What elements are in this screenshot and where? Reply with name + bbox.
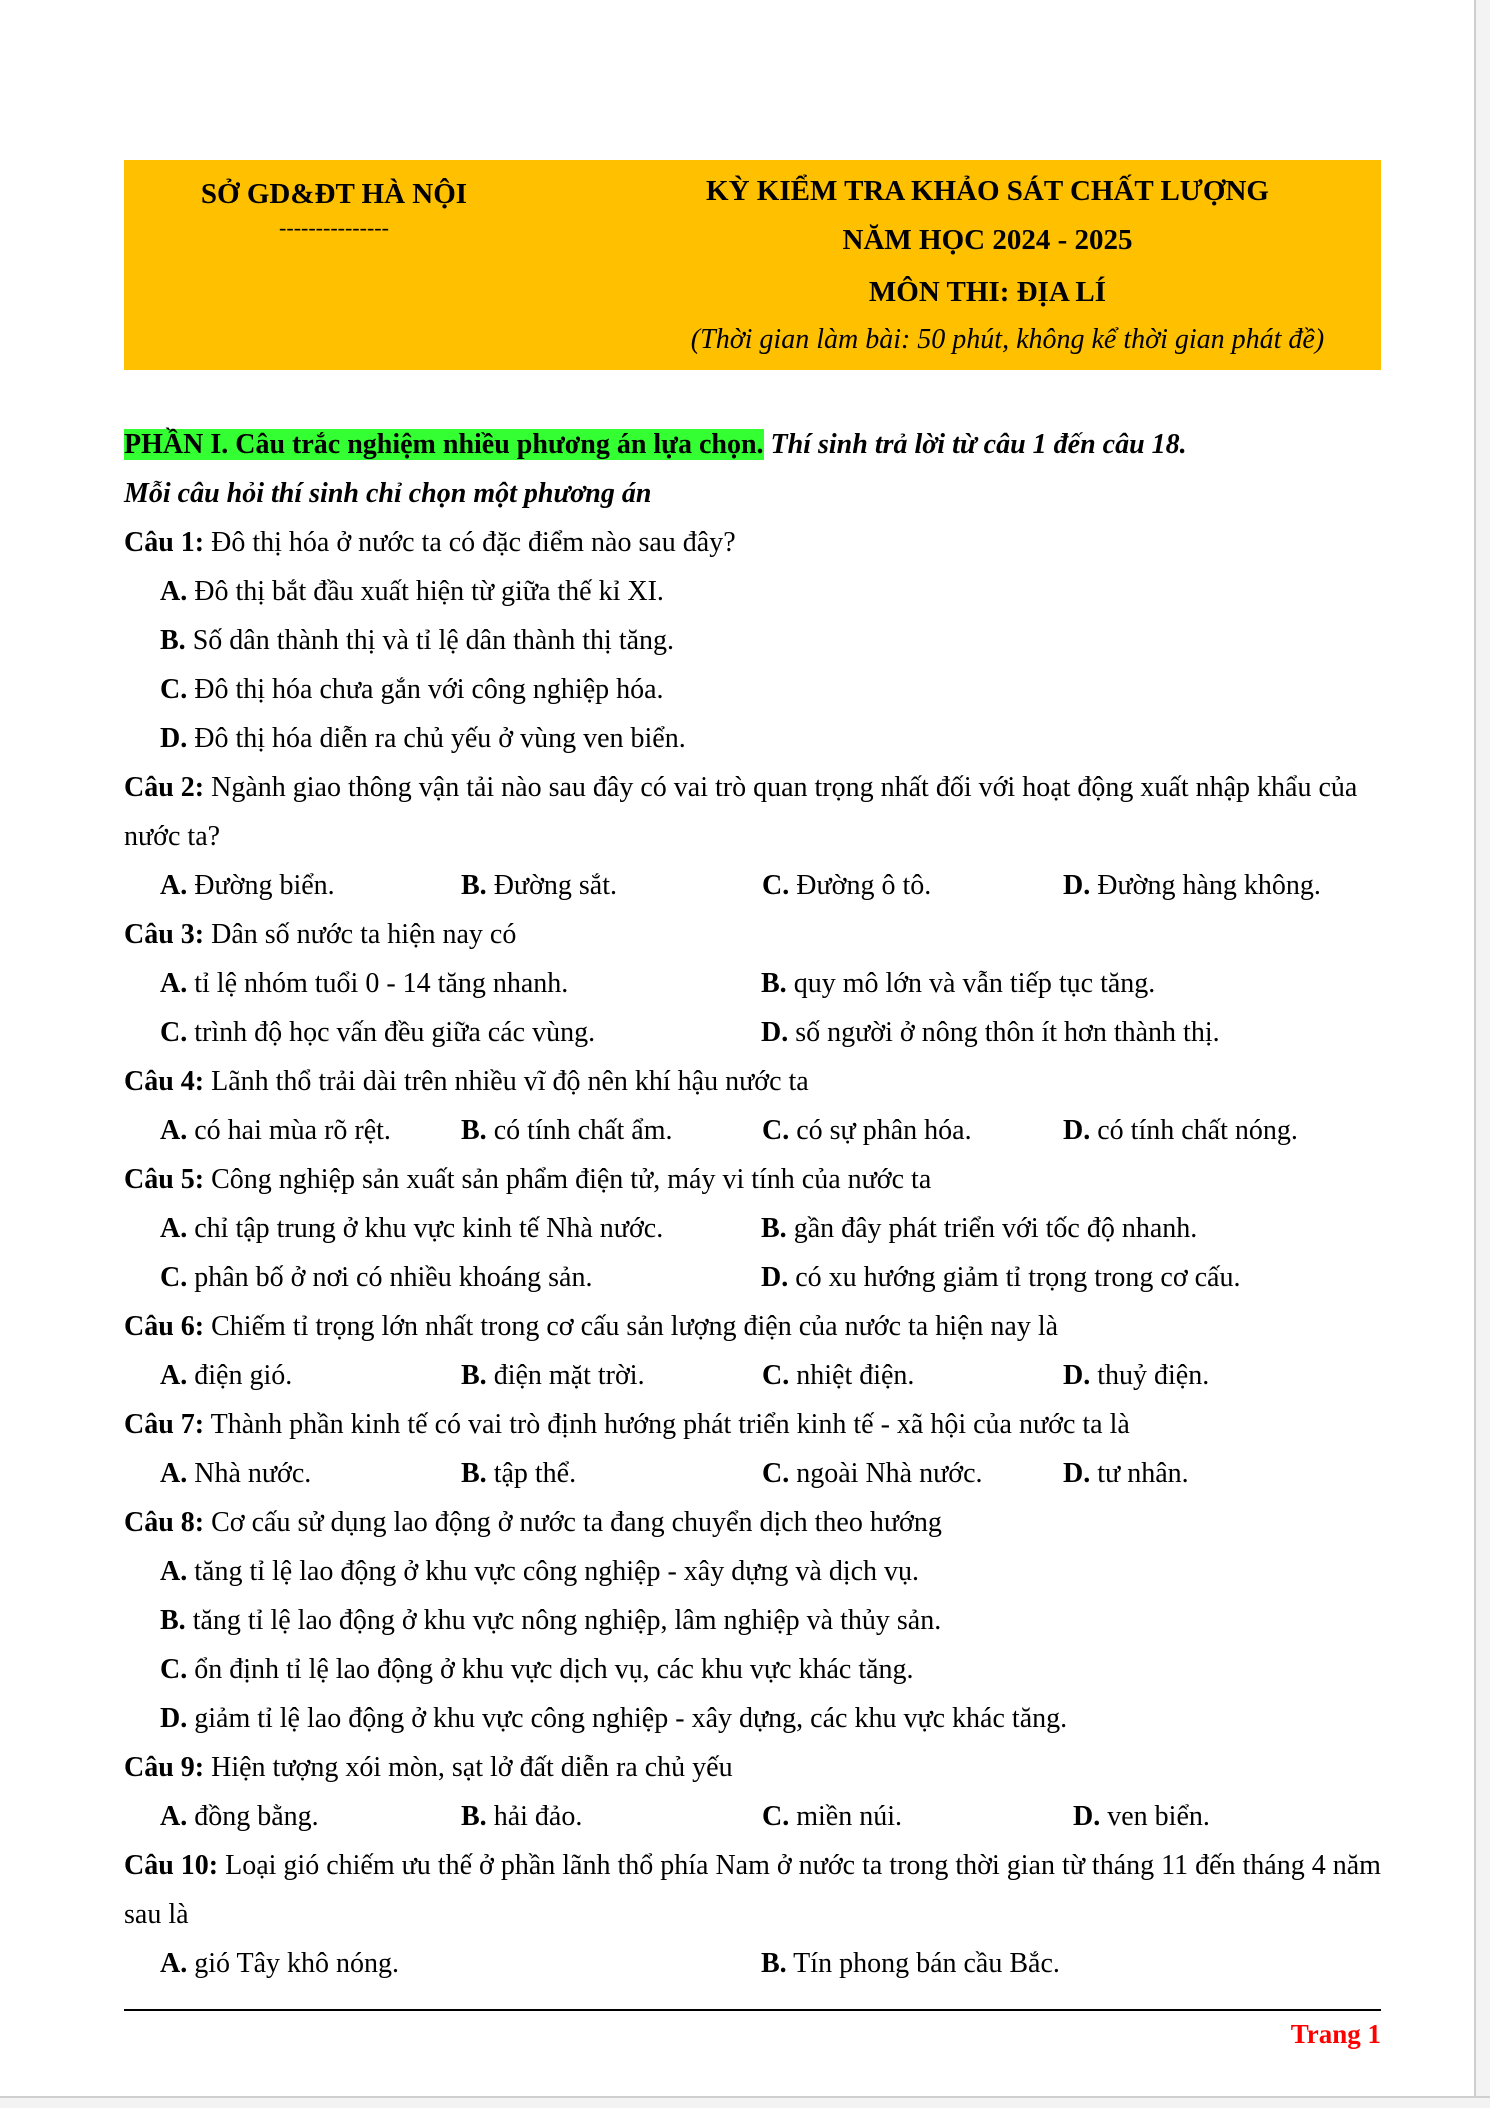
option-key: A. (160, 1556, 188, 1587)
option (124, 567, 1381, 616)
question-text: Công nghiệp sản xuất sản phẩm điện tử, máy vi tính của nước ta (204, 1164, 932, 1195)
option (461, 1449, 762, 1498)
option-key: A. (160, 1458, 188, 1489)
option (1063, 861, 1364, 910)
option-key: A. (160, 1948, 188, 1979)
option-key: B. (761, 1948, 787, 1979)
option-text: tư nhân. (1090, 1458, 1189, 1489)
option-key: C. (160, 1262, 188, 1293)
option (461, 1106, 762, 1155)
option-text: gần đây phát triển với tốc độ nhanh. (786, 1213, 1198, 1244)
question-label: Câu 9: (124, 1752, 205, 1783)
option (762, 861, 1063, 910)
option-text: Đô thị bắt đầu xuất hiện từ giữa thế kỉ XI. (187, 576, 664, 607)
option-text: Đường hàng không. (1090, 870, 1321, 901)
option (762, 1106, 1063, 1155)
option-text: có tính chất nóng. (1090, 1115, 1298, 1146)
header-dashes: --------------- (279, 215, 389, 240)
option-text: tỉ lệ nhóm tuổi 0 - 14 tăng nhanh. (187, 968, 569, 999)
question-label: Câu 10: (124, 1850, 219, 1881)
school-year: NĂM HỌC 2024 - 2025 (842, 224, 1133, 256)
option-text: trình độ học vấn đều giữa các vùng. (187, 1017, 596, 1048)
question-label: Câu 7: (124, 1409, 205, 1440)
option (761, 1253, 1362, 1302)
option-text: nhiệt điện. (789, 1360, 915, 1391)
option-key: B. (160, 625, 186, 656)
question-label: Câu 6: (124, 1311, 205, 1342)
option-text: Tín phong bán cầu Bắc. (786, 1948, 1060, 1979)
option-key: C. (762, 1115, 790, 1146)
option-text: có hai mùa rõ rệt. (187, 1115, 391, 1146)
option (461, 1351, 762, 1400)
question-8 (124, 1498, 1381, 1547)
exam-title: KỲ KIỂM TRA KHẢO SÁT CHẤT LƯỢNG (706, 175, 1269, 207)
option-text: chỉ tập trung ở khu vực kinh tế Nhà nước. (187, 1213, 664, 1244)
option-key: A. (160, 1360, 188, 1391)
section-instruction-2: Mỗi câu hỏi thí sinh chỉ chọn một phương án (124, 478, 652, 509)
option (160, 861, 461, 910)
option (160, 1106, 461, 1155)
option-text: giảm tỉ lệ lao động ở khu vực công nghiệp - xây dựng, các khu vực khác tăng. (187, 1703, 1068, 1734)
option (160, 1792, 461, 1841)
option (124, 1547, 1381, 1596)
option-text: ven biển. (1100, 1801, 1210, 1832)
question-text: Dân số nước ta hiện nay có (204, 919, 517, 950)
option-key: B. (461, 1801, 487, 1832)
option-key: B. (461, 1115, 487, 1146)
option-text: gió Tây khô nóng. (187, 1948, 400, 1979)
subject: MÔN THI: ĐỊA LÍ (868, 276, 1107, 308)
option-text: tập thể. (486, 1458, 577, 1489)
question-3 (124, 910, 1381, 959)
option-text: quy mô lớn và vẫn tiếp tục tăng. (786, 968, 1156, 999)
option (761, 1008, 1362, 1057)
option-row (124, 1939, 1381, 1988)
option-key: B. (160, 1605, 186, 1636)
option (124, 1694, 1381, 1743)
option-text: có sự phân hóa. (789, 1115, 972, 1146)
option-key: A. (160, 1801, 188, 1832)
option-text: Đô thị hóa chưa gắn với công nghiệp hóa. (187, 674, 664, 705)
option-key: A. (160, 968, 188, 999)
option (761, 1204, 1362, 1253)
exam-content (124, 420, 1381, 1988)
question-6 (124, 1302, 1381, 1351)
option-key: B. (761, 1213, 787, 1244)
option-text: tăng tỉ lệ lao động ở khu vực công nghiệp - xây dựng và dịch vụ. (187, 1556, 920, 1587)
option-key: C. (160, 1654, 188, 1685)
footer-divider (124, 2009, 1381, 2011)
option (1063, 1449, 1364, 1498)
option-text: số người ở nông thôn ít hơn thành thị. (788, 1017, 1220, 1048)
question-text: Loại gió chiếm ưu thế ở phần lãnh thổ phía Nam ở nước ta trong thời gian từ tháng 11 đến tháng 4 năm sau là (124, 1850, 1381, 1930)
option-row (124, 1204, 1381, 1253)
department-name: SỞ GD&ĐT HÀ NỘI (200, 178, 468, 210)
option-key: C. (160, 674, 188, 705)
option-text: Đô thị hóa diễn ra chủ yếu ở vùng ven biển. (187, 723, 686, 754)
question-text: Thành phần kinh tế có vai trò định hướng phát triển kinh tế - xã hội của nước ta là (204, 1409, 1130, 1440)
option-key: D. (1063, 1360, 1091, 1391)
option-text: miền núi. (789, 1801, 902, 1832)
question-text: Chiếm tỉ trọng lớn nhất trong cơ cấu sản lượng điện của nước ta hiện nay là (204, 1311, 1059, 1342)
section-title: PHẦN I. Câu trắc nghiệm nhiều phương án lựa chọn. (124, 429, 764, 460)
option-key: A. (160, 1213, 188, 1244)
option-key: C. (762, 1801, 790, 1832)
question-5 (124, 1155, 1381, 1204)
option-text: ngoài Nhà nước. (789, 1458, 983, 1489)
header-right (594, 160, 1381, 362)
option-text: đồng bằng. (187, 1801, 319, 1832)
option-key: B. (461, 1458, 487, 1489)
time-note: (Thời gian làm bài: 50 phút, không kể thời gian phát đề) (690, 324, 1325, 355)
option (124, 714, 1381, 763)
question-2 (124, 763, 1381, 861)
option (160, 959, 761, 1008)
page-bottom-border (0, 2096, 1490, 2108)
option (160, 1449, 461, 1498)
option-text: tăng tỉ lệ lao động ở khu vực nông nghiệp, lâm nghiệp và thủy sản. (185, 1605, 942, 1636)
option (124, 665, 1381, 714)
option-row (124, 959, 1381, 1008)
option-key: C. (762, 1458, 790, 1489)
option-row (124, 1106, 1381, 1155)
option (762, 1351, 1063, 1400)
option (160, 1204, 761, 1253)
question-text: Đô thị hóa ở nước ta có đặc điểm nào sau đây? (204, 527, 736, 558)
option-key: A. (160, 870, 188, 901)
question-text: Ngành giao thông vận tải nào sau đây có vai trò quan trọng nhất đối với hoạt động xuất nhập khẩu của nước ta? (124, 772, 1358, 852)
option-text: Nhà nước. (187, 1458, 312, 1489)
question-9 (124, 1743, 1381, 1792)
option-text: có xu hướng giảm tỉ trọng trong cơ cấu. (788, 1262, 1241, 1293)
question-10 (124, 1841, 1381, 1939)
option (1063, 1351, 1364, 1400)
option (124, 1596, 1381, 1645)
option (1063, 1106, 1364, 1155)
question-label: Câu 2: (124, 772, 205, 803)
option-row (124, 1351, 1381, 1400)
option-key: D. (1063, 870, 1091, 901)
option (1063, 1792, 1374, 1841)
question-text: Lãnh thổ trải dài trên nhiều vĩ độ nên khí hậu nước ta (204, 1066, 809, 1097)
option (461, 861, 762, 910)
option-row (124, 861, 1381, 910)
option-key: D. (160, 723, 188, 754)
option-key: A. (160, 1115, 188, 1146)
option-row (124, 1008, 1381, 1057)
option-key: D. (1073, 1801, 1101, 1832)
option-text: Đường sắt. (486, 870, 617, 901)
option-text: Đường biển. (187, 870, 335, 901)
option-key: C. (160, 1017, 188, 1048)
option (160, 1939, 761, 1988)
option-key: D. (761, 1262, 789, 1293)
page-number: Trang 1 (1290, 2019, 1381, 2049)
option-key: C. (762, 1360, 790, 1391)
option-text: điện gió. (187, 1360, 293, 1391)
option-key: C. (762, 870, 790, 901)
option-row (124, 1253, 1381, 1302)
option-key: B. (461, 870, 487, 901)
option (160, 1351, 461, 1400)
option-key: B. (761, 968, 787, 999)
option (461, 1792, 762, 1841)
question-label: Câu 3: (124, 919, 205, 950)
option-key: D. (1063, 1115, 1091, 1146)
option-key: D. (160, 1703, 188, 1734)
question-label: Câu 5: (124, 1164, 205, 1195)
option-key: A. (160, 576, 188, 607)
option-key: D. (1063, 1458, 1091, 1489)
header-left (124, 160, 544, 238)
question-7 (124, 1400, 1381, 1449)
question-4 (124, 1057, 1381, 1106)
option-row (124, 1449, 1381, 1498)
question-label: Câu 8: (124, 1507, 205, 1538)
option (762, 1449, 1063, 1498)
option (124, 616, 1381, 665)
exam-header (124, 160, 1381, 370)
section-heading (124, 420, 1381, 518)
page-right-border (1474, 0, 1490, 2106)
option-row (124, 1792, 1381, 1841)
option-text: hải đảo. (486, 1801, 583, 1832)
question-label: Câu 1: (124, 527, 205, 558)
question-text: Hiện tượng xói mòn, sạt lở đất diễn ra chủ yếu (204, 1752, 733, 1783)
option-text: điện mặt trời. (486, 1360, 645, 1391)
option (124, 1645, 1381, 1694)
question-text: Cơ cấu sử dụng lao động ở nước ta đang chuyển dịch theo hướng (204, 1507, 942, 1538)
option (761, 1939, 1362, 1988)
question-1 (124, 518, 1381, 567)
question-label: Câu 4: (124, 1066, 205, 1097)
option (160, 1253, 761, 1302)
option-text: phân bố ở nơi có nhiều khoáng sản. (187, 1262, 593, 1293)
option-text: ổn định tỉ lệ lao động ở khu vực dịch vụ, các khu vực khác tăng. (187, 1654, 914, 1685)
option-key: D. (761, 1017, 789, 1048)
option (761, 959, 1362, 1008)
option-text: Đường ô tô. (789, 870, 932, 901)
option-key: B. (461, 1360, 487, 1391)
option-text: thuỷ điện. (1090, 1360, 1210, 1391)
option (762, 1792, 1063, 1841)
option (160, 1008, 761, 1057)
option-text: có tính chất ẩm. (486, 1115, 673, 1146)
option-text: Số dân thành thị và tỉ lệ dân thành thị tăng. (185, 625, 675, 656)
section-instruction: Thí sinh trả lời từ câu 1 đến câu 18. (763, 429, 1187, 460)
